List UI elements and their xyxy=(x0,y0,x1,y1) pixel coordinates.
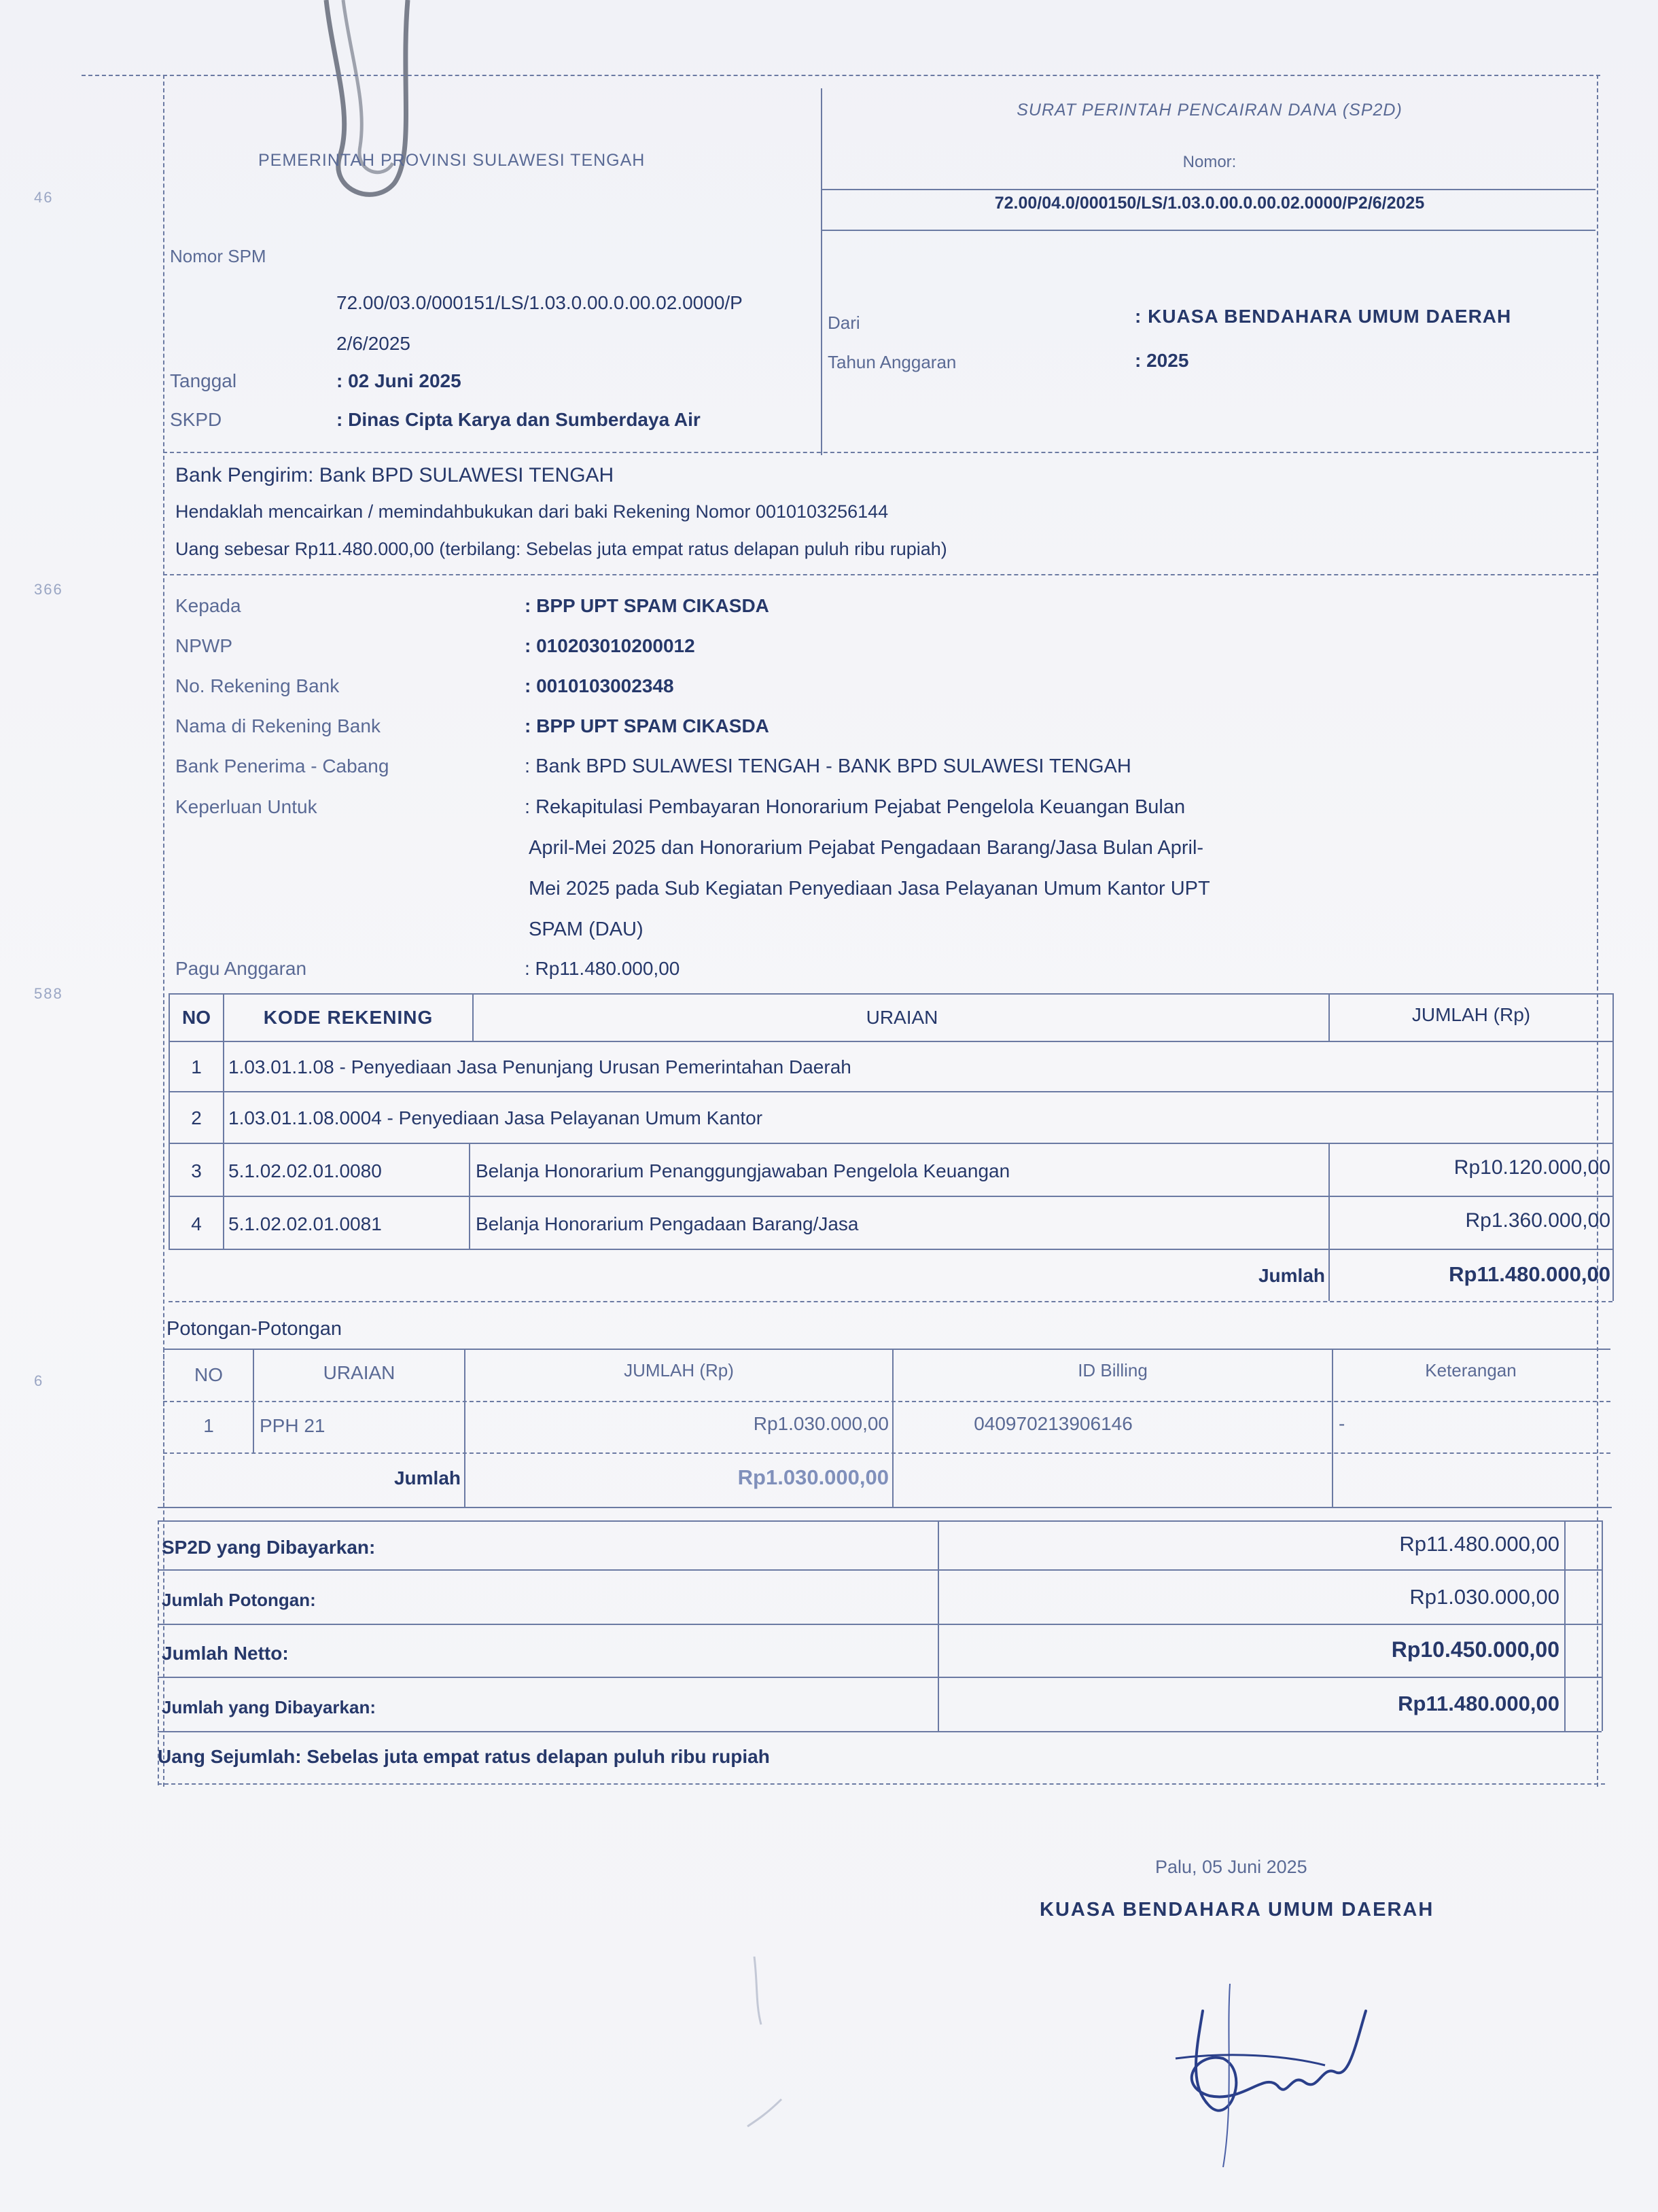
summary-label: Jumlah yang Dibayarkan: xyxy=(162,1697,376,1717)
nama-rekening-label: Nama di Rekening Bank xyxy=(175,715,381,736)
rekening-value: : 0010103002348 xyxy=(525,675,674,696)
potongan-header-no: NO xyxy=(194,1364,223,1385)
margin-mark: 46 xyxy=(34,189,54,206)
bank-instruksi: Hendaklah mencairkan / memindahbukukan dari baki Rekening Nomor 0010103256144 xyxy=(175,501,889,522)
col-header-uraian: URAIAN xyxy=(866,1007,938,1028)
margin-mark: 6 xyxy=(34,1372,44,1389)
table-row-no: 2 xyxy=(191,1107,202,1128)
potongan-total-value: Rp1.030.000,00 xyxy=(737,1465,889,1489)
bank-pengirim: Bank Pengirim: Bank BPD SULAWESI TENGAH xyxy=(175,464,614,486)
summary-label: Jumlah Netto: xyxy=(162,1643,289,1664)
summary-value: Rp11.480.000,00 xyxy=(1399,1532,1559,1556)
bank-uang-sebesar: Uang sebesar Rp11.480.000,00 (terbilang: Sebelas juta empat ratus delapan puluh ribu rupiah) xyxy=(175,539,947,559)
table-row-no: 3 xyxy=(191,1160,202,1181)
keperluan-line: : Rekapitulasi Pembayaran Honorarium Pejabat Pengelola Keuangan Bulan xyxy=(525,796,1186,818)
pencil-mark-icon xyxy=(707,1943,843,2160)
potongan-row-ket: - xyxy=(1339,1413,1345,1434)
potongan-row-jumlah: Rp1.030.000,00 xyxy=(753,1413,889,1434)
table-row-kode: 5.1.02.02.01.0080 xyxy=(228,1160,382,1181)
potongan-header-ket: Keterangan xyxy=(1425,1360,1517,1380)
npwp-value: : 010203010200012 xyxy=(525,635,695,656)
signer-title: KUASA BENDAHARA UMUM DAERAH xyxy=(1040,1899,1434,1921)
dari-value: : KUASA BENDAHARA UMUM DAERAH xyxy=(1135,306,1512,327)
pagu-label: Pagu Anggaran xyxy=(175,958,307,979)
potongan-row-no: 1 xyxy=(203,1415,214,1436)
spm-nomor-label: Nomor SPM xyxy=(170,246,266,266)
spm-nomor-value: 72.00/03.0/000151/LS/1.03.0.00.0.00.02.0000/P xyxy=(336,292,743,313)
paper-clip-icon xyxy=(313,0,448,217)
col-header-kode: KODE REKENING xyxy=(263,1007,434,1028)
skpd-value: : Dinas Cipta Karya dan Sumberdaya Air xyxy=(336,409,701,430)
margin-mark: 366 xyxy=(34,581,63,598)
penerima-value: : BPP UPT SPAM CIKASDA xyxy=(525,595,769,616)
spm-nomor-value-cont: 2/6/2025 xyxy=(336,333,410,354)
summary-value: Rp11.480.000,00 xyxy=(1398,1692,1559,1715)
pagu-value: : Rp11.480.000,00 xyxy=(525,958,680,979)
pemerintah-heading: PEMERINTAH PROVINSI SULAWESI TENGAH xyxy=(258,151,646,170)
sp2d-title: SURAT PERINTAH PENCAIRAN DANA (SP2D) xyxy=(1017,101,1403,120)
table-row-uraian: Belanja Honorarium Penanggungjawaban Pengelola Keuangan xyxy=(476,1160,1010,1181)
col-header-no: NO xyxy=(182,1007,211,1028)
signature-icon xyxy=(1148,1970,1386,2174)
terbilang-line: Uang Sejumlah: Sebelas juta empat ratus delapan puluh ribu rupiah xyxy=(158,1746,770,1767)
dari-label: Dari xyxy=(828,313,860,333)
table-row-uraian: Belanja Honorarium Pengadaan Barang/Jasa xyxy=(476,1213,859,1234)
potongan-header-billing: ID Billing xyxy=(1078,1360,1148,1380)
tanggal-value: : 02 Juni 2025 xyxy=(336,370,461,391)
table-row-kode: 1.03.01.1.08.0004 - Penyediaan Jasa Pelayanan Umum Kantor xyxy=(228,1107,763,1128)
summary-label: Jumlah Potongan: xyxy=(162,1590,316,1610)
nama-rekening-value: : BPP UPT SPAM CIKASDA xyxy=(525,715,769,736)
table-row-kode: 1.03.01.1.08 - Penyediaan Jasa Penunjang Urusan Pemerintahan Daerah xyxy=(228,1056,851,1077)
npwp-label: NPWP xyxy=(175,635,232,656)
margin-mark: 588 xyxy=(34,985,63,1002)
keperluan-line: SPAM (DAU) xyxy=(529,918,643,940)
table-row-jumlah: Rp10.120.000,00 xyxy=(1453,1156,1610,1179)
keperluan-line: April-Mei 2025 dan Honorarium Pejabat Pengadaan Barang/Jasa Bulan April- xyxy=(529,837,1204,859)
table-row-kode: 5.1.02.02.01.0081 xyxy=(228,1213,382,1234)
potongan-title: Potongan-Potongan xyxy=(166,1318,342,1340)
rekening-label: No. Rekening Bank xyxy=(175,675,340,696)
col-header-jumlah: JUMLAH (Rp) xyxy=(1411,1004,1531,1025)
potongan-header-jumlah: JUMLAH (Rp) xyxy=(624,1360,734,1380)
skpd-label: SKPD xyxy=(170,409,222,430)
keperluan-line: Mei 2025 pada Sub Kegiatan Penyediaan Jasa Pelayanan Umum Kantor UPT xyxy=(529,878,1210,899)
potongan-header-uraian: URAIAN xyxy=(323,1362,395,1383)
keperluan-label: Keperluan Untuk xyxy=(175,796,317,817)
bank-penerima-value: : Bank BPD SULAWESI TENGAH - BANK BPD SULAWESI TENGAH xyxy=(525,755,1131,777)
rekening-total-value: Rp11.480.000,00 xyxy=(1449,1262,1610,1286)
potongan-row-uraian: PPH 21 xyxy=(260,1415,325,1436)
sp2d-nomor-value: 72.00/04.0/000150/LS/1.03.0.00.0.00.02.0000/P2/6/2025 xyxy=(994,194,1425,213)
penerima-label: Kepada xyxy=(175,595,241,616)
table-row-no: 4 xyxy=(191,1213,202,1234)
tanggal-label: Tanggal xyxy=(170,370,237,391)
summary-value: Rp1.030.000,00 xyxy=(1409,1585,1559,1609)
place-date: Palu, 05 Juni 2025 xyxy=(1155,1857,1307,1877)
summary-label: SP2D yang Dibayarkan: xyxy=(162,1537,376,1558)
table-row-jumlah: Rp1.360.000,00 xyxy=(1465,1209,1610,1232)
table-row-no: 1 xyxy=(191,1056,202,1077)
potongan-row-billing: 040970213906146 xyxy=(974,1413,1133,1434)
tahun-value: : 2025 xyxy=(1135,350,1189,371)
summary-value: Rp10.450.000,00 xyxy=(1391,1637,1559,1662)
nomor-label: Nomor: xyxy=(1182,153,1237,171)
bank-penerima-label: Bank Penerima - Cabang xyxy=(175,755,389,777)
tahun-label: Tahun Anggaran xyxy=(828,352,957,372)
rekening-total-label: Jumlah xyxy=(1258,1265,1325,1286)
potongan-total-label: Jumlah xyxy=(393,1467,461,1488)
